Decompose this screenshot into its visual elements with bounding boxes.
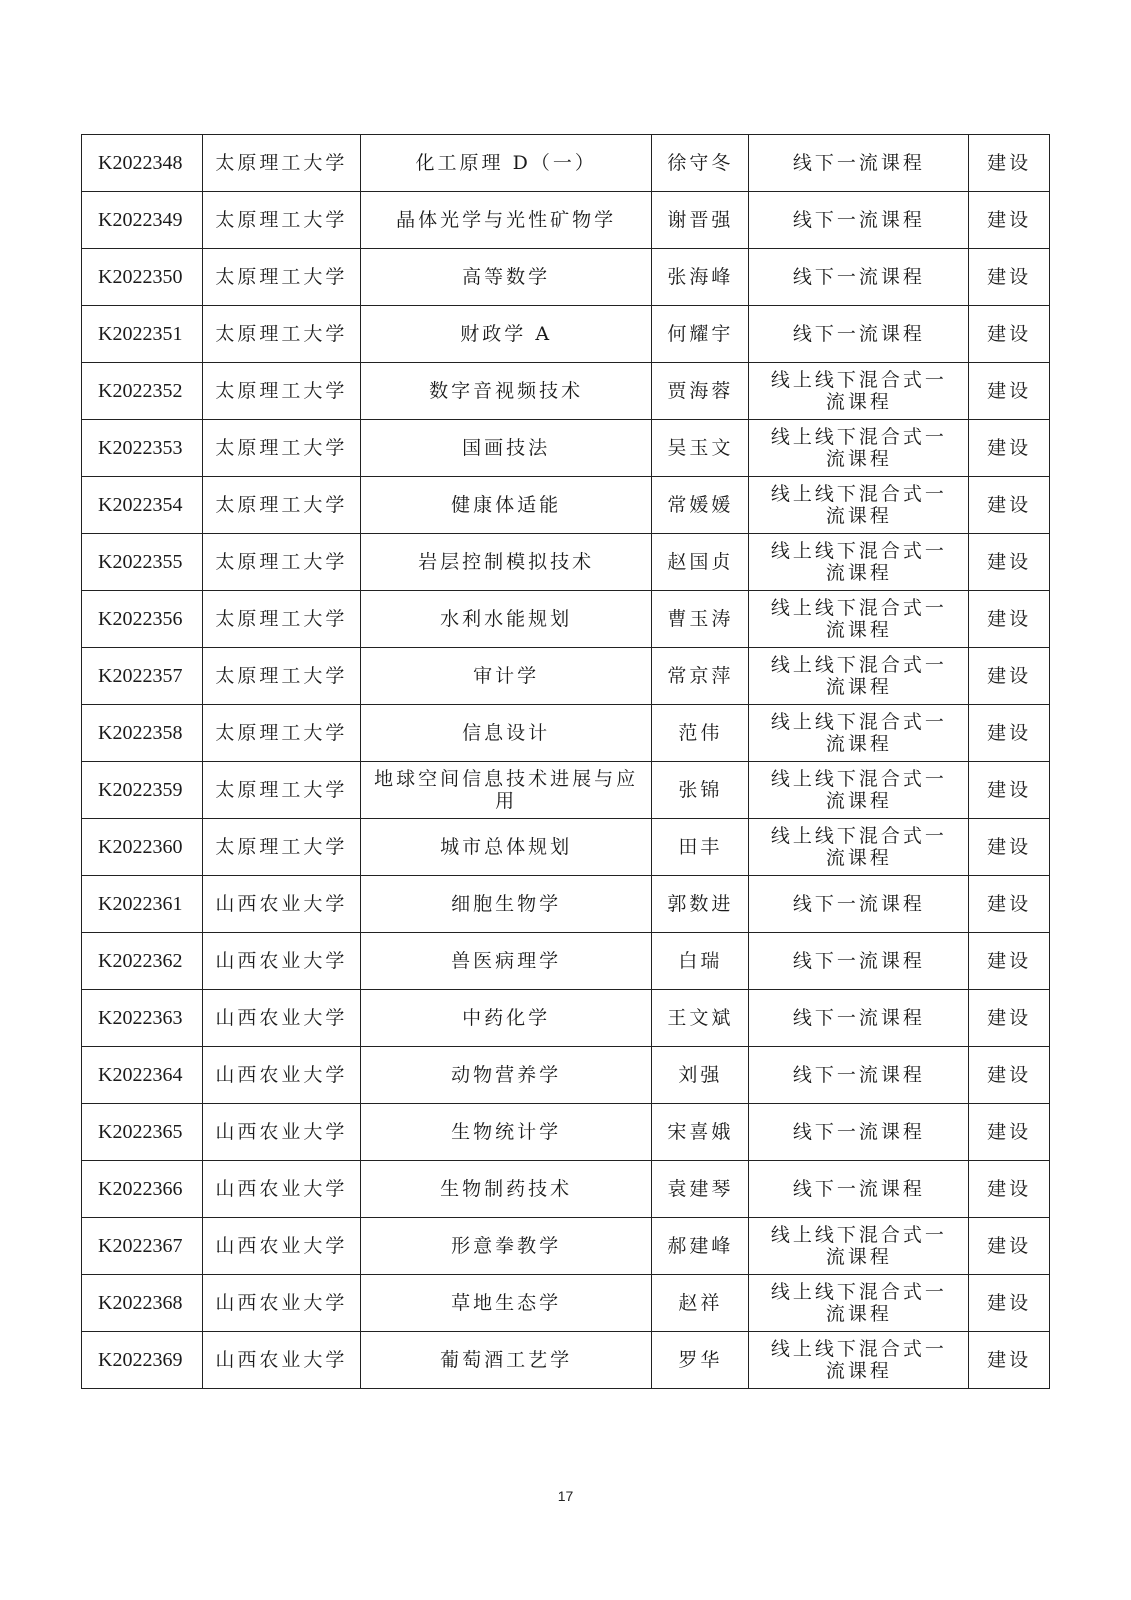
course-type-cell: 线上线下混合式一流课程 xyxy=(749,477,969,534)
course-leader-cell: 田丰 xyxy=(652,819,749,876)
status-cell: 建设 xyxy=(969,135,1050,192)
table-row xyxy=(82,1047,1050,1104)
university-cell: 山西农业大学 xyxy=(202,876,360,933)
course-name-cell: 高等数学 xyxy=(361,249,652,306)
course-leader-cell: 常媛媛 xyxy=(652,477,749,534)
course-type-cell: 线上线下混合式一流课程 xyxy=(749,762,969,819)
course-type-cell: 线下一流课程 xyxy=(749,306,969,363)
course-name-cell: 生物统计学 xyxy=(361,1104,652,1161)
course-name-cell: 数字音视频技术 xyxy=(361,363,652,420)
course-id-cell: K2022351 xyxy=(82,306,203,363)
course-leader-cell: 范伟 xyxy=(652,705,749,762)
university-cell: 山西农业大学 xyxy=(202,990,360,1047)
status-cell: 建设 xyxy=(969,1218,1050,1275)
course-id-cell: K2022368 xyxy=(82,1275,203,1332)
course-leader-cell: 张海峰 xyxy=(652,249,749,306)
course-id-cell: K2022349 xyxy=(82,192,203,249)
university-cell: 山西农业大学 xyxy=(202,1275,360,1332)
table-row xyxy=(82,306,1050,363)
university-cell: 太原理工大学 xyxy=(202,192,360,249)
status-cell: 建设 xyxy=(969,477,1050,534)
course-leader-cell: 贾海蓉 xyxy=(652,363,749,420)
status-cell: 建设 xyxy=(969,1161,1050,1218)
course-type-cell: 线上线下混合式一流课程 xyxy=(749,1332,969,1389)
course-type-cell: 线下一流课程 xyxy=(749,1047,969,1104)
course-name-cell: 晶体光学与光性矿物学 xyxy=(361,192,652,249)
university-cell: 太原理工大学 xyxy=(202,648,360,705)
university-cell: 山西农业大学 xyxy=(202,1104,360,1161)
university-cell: 太原理工大学 xyxy=(202,705,360,762)
course-leader-cell: 袁建琴 xyxy=(652,1161,749,1218)
course-id-cell: K2022352 xyxy=(82,363,203,420)
course-leader-cell: 赵国贞 xyxy=(652,534,749,591)
university-cell: 太原理工大学 xyxy=(202,819,360,876)
university-cell: 山西农业大学 xyxy=(202,1218,360,1275)
course-type-cell: 线下一流课程 xyxy=(749,1161,969,1218)
course-type-cell: 线下一流课程 xyxy=(749,192,969,249)
status-cell: 建设 xyxy=(969,1275,1050,1332)
course-leader-cell: 吴玉文 xyxy=(652,420,749,477)
status-cell: 建设 xyxy=(969,990,1050,1047)
table-row xyxy=(82,1161,1050,1218)
status-cell: 建设 xyxy=(969,534,1050,591)
course-leader-cell: 罗华 xyxy=(652,1332,749,1389)
table-row xyxy=(82,819,1050,876)
status-cell: 建设 xyxy=(969,762,1050,819)
table-row xyxy=(82,477,1050,534)
status-cell: 建设 xyxy=(969,876,1050,933)
table-row xyxy=(82,420,1050,477)
course-id-cell: K2022355 xyxy=(82,534,203,591)
course-id-cell: K2022358 xyxy=(82,705,203,762)
course-name-cell: 草地生态学 xyxy=(361,1275,652,1332)
course-name-cell: 中药化学 xyxy=(361,990,652,1047)
course-name-cell: 化工原理 D（一） xyxy=(361,135,652,192)
course-id-cell: K2022350 xyxy=(82,249,203,306)
course-name-cell: 岩层控制模拟技术 xyxy=(361,534,652,591)
course-name-cell: 地球空间信息技术进展与应用 xyxy=(361,762,652,819)
course-type-cell: 线上线下混合式一流课程 xyxy=(749,534,969,591)
course-name-cell: 兽医病理学 xyxy=(361,933,652,990)
course-leader-cell: 常京萍 xyxy=(652,648,749,705)
course-type-cell: 线下一流课程 xyxy=(749,1104,969,1161)
university-cell: 太原理工大学 xyxy=(202,306,360,363)
course-leader-cell: 赵祥 xyxy=(652,1275,749,1332)
course-id-cell: K2022362 xyxy=(82,933,203,990)
course-name-cell: 审计学 xyxy=(361,648,652,705)
university-cell: 太原理工大学 xyxy=(202,363,360,420)
status-cell: 建设 xyxy=(969,192,1050,249)
table-row xyxy=(82,648,1050,705)
status-cell: 建设 xyxy=(969,933,1050,990)
course-name-cell: 细胞生物学 xyxy=(361,876,652,933)
table-row xyxy=(82,249,1050,306)
course-type-cell: 线下一流课程 xyxy=(749,876,969,933)
table-row xyxy=(82,1104,1050,1161)
course-name-cell: 葡萄酒工艺学 xyxy=(361,1332,652,1389)
table-row xyxy=(82,192,1050,249)
course-id-cell: K2022363 xyxy=(82,990,203,1047)
table-row xyxy=(82,933,1050,990)
course-name-cell: 信息设计 xyxy=(361,705,652,762)
course-type-cell: 线上线下混合式一流课程 xyxy=(749,1218,969,1275)
course-name-cell: 动物营养学 xyxy=(361,1047,652,1104)
university-cell: 太原理工大学 xyxy=(202,534,360,591)
course-leader-cell: 何耀宇 xyxy=(652,306,749,363)
course-type-cell: 线上线下混合式一流课程 xyxy=(749,1275,969,1332)
course-leader-cell: 徐守冬 xyxy=(652,135,749,192)
course-id-cell: K2022367 xyxy=(82,1218,203,1275)
status-cell: 建设 xyxy=(969,705,1050,762)
course-type-cell: 线上线下混合式一流课程 xyxy=(749,705,969,762)
course-id-cell: K2022369 xyxy=(82,1332,203,1389)
course-leader-cell: 郝建峰 xyxy=(652,1218,749,1275)
course-id-cell: K2022357 xyxy=(82,648,203,705)
table-row xyxy=(82,534,1050,591)
table-row xyxy=(82,363,1050,420)
table-row xyxy=(82,876,1050,933)
course-id-cell: K2022348 xyxy=(82,135,203,192)
table-row xyxy=(82,135,1050,192)
course-name-cell: 财政学 A xyxy=(361,306,652,363)
course-type-cell: 线下一流课程 xyxy=(749,249,969,306)
course-type-cell: 线下一流课程 xyxy=(749,990,969,1047)
status-cell: 建设 xyxy=(969,819,1050,876)
course-type-cell: 线上线下混合式一流课程 xyxy=(749,591,969,648)
table-body xyxy=(82,135,1050,1389)
table-row xyxy=(82,1332,1050,1389)
course-name-cell: 生物制药技术 xyxy=(361,1161,652,1218)
course-type-cell: 线下一流课程 xyxy=(749,135,969,192)
course-leader-cell: 宋喜娥 xyxy=(652,1104,749,1161)
status-cell: 建设 xyxy=(969,1047,1050,1104)
status-cell: 建设 xyxy=(969,1104,1050,1161)
course-type-cell: 线下一流课程 xyxy=(749,933,969,990)
course-leader-cell: 王文斌 xyxy=(652,990,749,1047)
table-row xyxy=(82,591,1050,648)
course-id-cell: K2022364 xyxy=(82,1047,203,1104)
course-id-cell: K2022354 xyxy=(82,477,203,534)
status-cell: 建设 xyxy=(969,591,1050,648)
course-name-cell: 城市总体规划 xyxy=(361,819,652,876)
course-id-cell: K2022360 xyxy=(82,819,203,876)
course-id-cell: K2022359 xyxy=(82,762,203,819)
status-cell: 建设 xyxy=(969,420,1050,477)
course-id-cell: K2022356 xyxy=(82,591,203,648)
university-cell: 山西农业大学 xyxy=(202,1332,360,1389)
course-type-cell: 线上线下混合式一流课程 xyxy=(749,819,969,876)
course-name-cell: 国画技法 xyxy=(361,420,652,477)
course-leader-cell: 郭数进 xyxy=(652,876,749,933)
page-number: 17 xyxy=(557,1488,574,1504)
course-leader-cell: 张锦 xyxy=(652,762,749,819)
university-cell: 太原理工大学 xyxy=(202,477,360,534)
course-type-cell: 线上线下混合式一流课程 xyxy=(749,648,969,705)
status-cell: 建设 xyxy=(969,249,1050,306)
university-cell: 太原理工大学 xyxy=(202,135,360,192)
course-id-cell: K2022361 xyxy=(82,876,203,933)
status-cell: 建设 xyxy=(969,363,1050,420)
table-row xyxy=(82,705,1050,762)
course-name-cell: 形意拳教学 xyxy=(361,1218,652,1275)
university-cell: 太原理工大学 xyxy=(202,249,360,306)
course-type-cell: 线上线下混合式一流课程 xyxy=(749,363,969,420)
course-table xyxy=(81,134,1050,1389)
table-row xyxy=(82,1218,1050,1275)
university-cell: 山西农业大学 xyxy=(202,933,360,990)
table-row xyxy=(82,762,1050,819)
university-cell: 太原理工大学 xyxy=(202,762,360,819)
status-cell: 建设 xyxy=(969,1332,1050,1389)
university-cell: 太原理工大学 xyxy=(202,420,360,477)
course-leader-cell: 刘强 xyxy=(652,1047,749,1104)
course-leader-cell: 白瑞 xyxy=(652,933,749,990)
status-cell: 建设 xyxy=(969,306,1050,363)
course-type-cell: 线上线下混合式一流课程 xyxy=(749,420,969,477)
course-id-cell: K2022353 xyxy=(82,420,203,477)
course-id-cell: K2022365 xyxy=(82,1104,203,1161)
university-cell: 太原理工大学 xyxy=(202,591,360,648)
course-leader-cell: 谢晋强 xyxy=(652,192,749,249)
university-cell: 山西农业大学 xyxy=(202,1161,360,1218)
university-cell: 山西农业大学 xyxy=(202,1047,360,1104)
table-row xyxy=(82,1275,1050,1332)
status-cell: 建设 xyxy=(969,648,1050,705)
course-name-cell: 健康体适能 xyxy=(361,477,652,534)
course-id-cell: K2022366 xyxy=(82,1161,203,1218)
course-leader-cell: 曹玉涛 xyxy=(652,591,749,648)
course-name-cell: 水利水能规划 xyxy=(361,591,652,648)
table-row xyxy=(82,990,1050,1047)
